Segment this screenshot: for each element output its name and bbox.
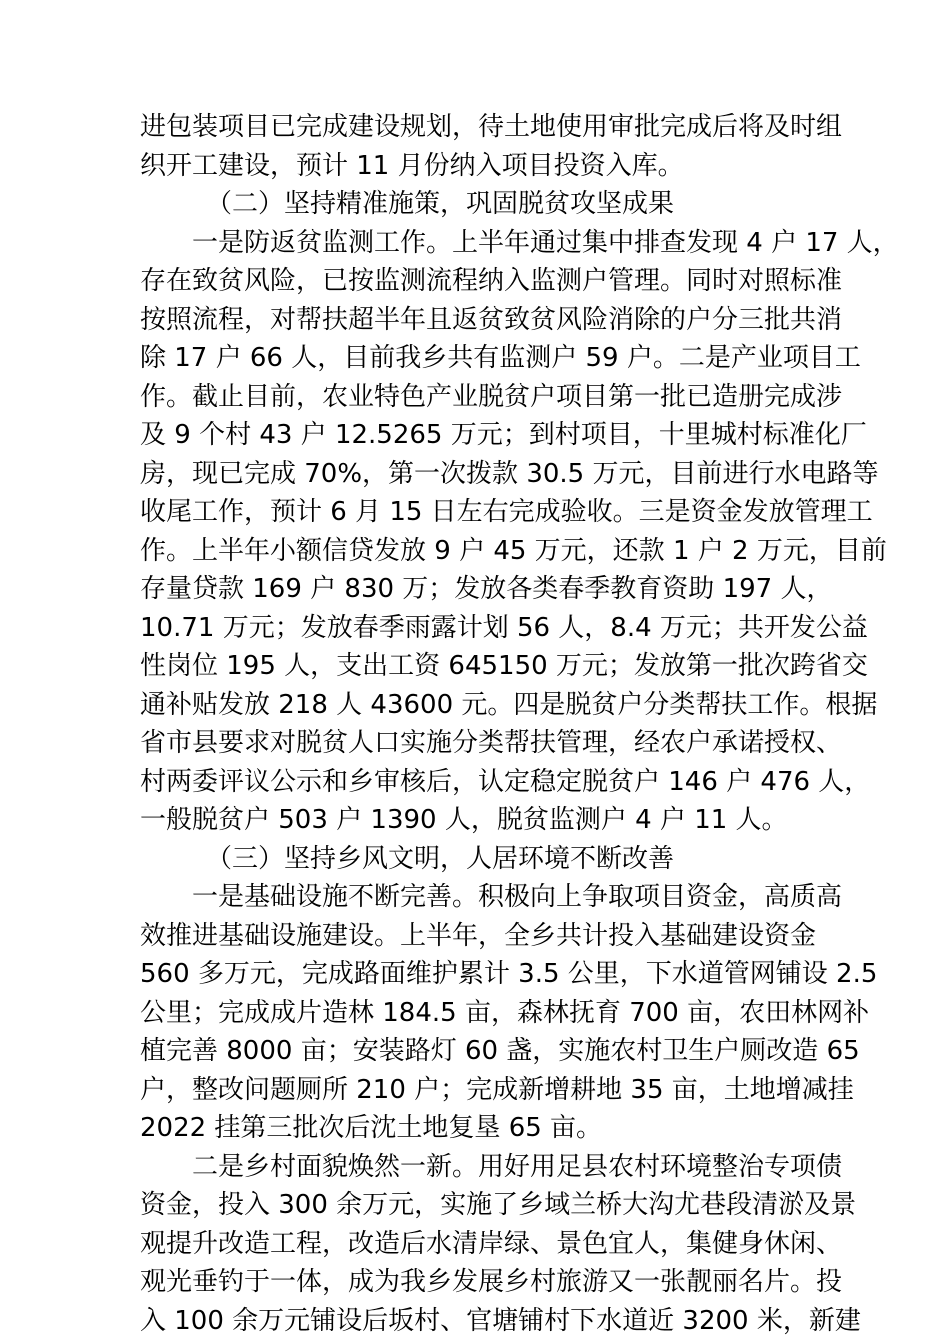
- text-line: 作。截止目前，农业特色产业脱贫户项目第一批已造册完成涉: [140, 381, 843, 412]
- text-line: 资金，投入 300 余万元，实施了乡域兰桥大沟尤巷段清淤及景: [140, 1190, 857, 1220]
- text-line: 收尾工作，预计 6 月 15 日左右完成验收。三是资金发放管理工: [140, 497, 873, 527]
- text-line: 存量贷款 169 户 830 万；发放各类春季教育资助 197 人，: [140, 574, 833, 604]
- section-heading: （二）坚持精准施策，巩固脱贫攻坚成果: [206, 189, 675, 219]
- text-line: 10.71 万元；发放春季雨露计划 56 人，8.4 万元；共开发公益: [140, 612, 868, 643]
- text-line: 通补贴发放 218 人 43600 元。四是脱贫户分类帮扶工作。根据: [140, 689, 878, 720]
- paragraph-start: 二是乡村面貌焕然一新。用好用足县农村环境整治专项债: [192, 1151, 843, 1182]
- paragraph-start: 一是基础设施不断完善。积极向上争取项目资金，高质高: [192, 882, 843, 912]
- document-page: [140, 108, 899, 1340]
- paragraph-start: 一是防返贫监测工作。上半年通过集中排查发现 4 户 17 人，: [192, 227, 899, 258]
- section-heading: （三）坚持乡风文明，人居环境不断改善: [206, 843, 675, 874]
- text-line: 存在致贫风险，已按监测流程纳入监测户管理。同时对照标准: [140, 266, 843, 296]
- text-line: 560 多万元，完成路面维护累计 3.5 公里，下水道管网铺设 2.5: [140, 959, 878, 989]
- text-line: 效推进基础设施建设。上半年，全乡共计投入基础建设资金: [140, 920, 817, 951]
- text-line: 按照流程，对帮扶超半年且返贫致贫风险消除的户分三批共消: [140, 304, 843, 335]
- text-line: 入 100 余万元铺设后坂村、官塘铺村下水道近 3200 米，新建: [140, 1305, 861, 1336]
- text-line: 进包装项目已完成建设规划，待土地使用审批完成后将及时组: [140, 112, 843, 142]
- text-line: 观提升改造工程，改造后水清岸绿、景色宜人，集健身休闲、: [140, 1228, 843, 1259]
- text-line: 省市县要求对脱贫人口实施分类帮扶管理，经农户承诺授权、: [140, 728, 843, 758]
- text-line: 观光垂钓于一体，成为我乡发展乡村旅游又一张靓丽名片。投: [140, 1267, 843, 1297]
- text-line: 性岗位 195 人，支出工资 645150 万元；发放第一批次跨省交: [140, 651, 868, 681]
- text-line: 植完善 8000 亩；安装路灯 60 盏，实施农村卫生户厕改造 65: [140, 1036, 860, 1066]
- text-line: 村两委评议公示和乡审核后，认定稳定脱贫户 146 户 476 人，: [140, 766, 871, 797]
- text-line: 2022 挂第三批次后沈土地复垦 65 亩。: [140, 1113, 603, 1143]
- text-line: 一般脱贫户 503 户 1390 人，脱贫监测户 4 户 11 人。: [140, 805, 788, 835]
- text-line: 作。上半年小额信贷发放 9 户 45 万元，还款 1 户 2 万元，目前: [140, 535, 887, 566]
- text-line: 除 17 户 66 人，目前我乡共有监测户 59 户。二是产业项目工: [140, 343, 861, 373]
- text-line: 织开工建设，预计 11 月份纳入项目投资入库。: [140, 150, 684, 181]
- text-line: 房，现已完成 70%，第一次拨款 30.5 万元，目前进行水电路等: [140, 458, 879, 489]
- text-line: 户，整改问题厕所 210 户；完成新增耕地 35 亩，土地增减挂: [140, 1074, 854, 1105]
- text-line: 公里；完成成片造林 184.5 亩，森林抚育 700 亩，农田林网补: [140, 997, 870, 1028]
- text-line: 及 9 个村 43 户 12.5265 万元；到村项目，十里城村标准化厂: [140, 420, 867, 450]
